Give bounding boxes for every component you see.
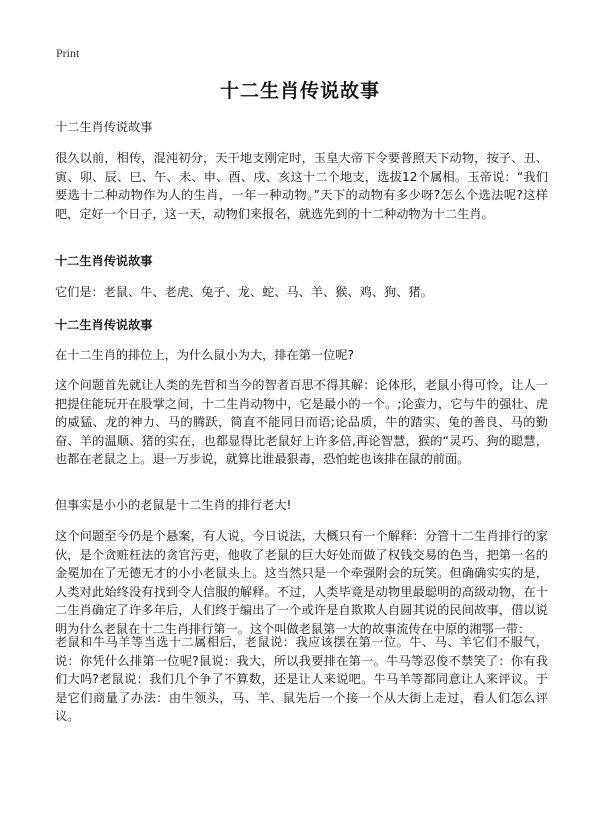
print-label: Print: [56, 46, 80, 60]
section-heading-3: 十二生肖传说故事: [55, 318, 153, 332]
paragraph-1: 很久以前，相传，混沌初分，天干地支刚定时，玉皇大帝下令要普照天下动物，按子、丑、寅、卯、辰、巳、午、未、申、酉、戌、亥这十二个地支，选拔12个属相。玉帝说：“我们要选十二种动物作为人的生肖，一年一种动物。”天下的动物有多少呀?怎么个选法呢?这样吧，定好一个日子，这一天，动物们来报名，就选先到的十二种动物为十二生肖。: [55, 151, 548, 221]
paragraph-3: 在十二生肖的排位上，为什么鼠小为大，排在第一位呢?: [55, 348, 354, 362]
document-title: 十二生肖传说故事: [219, 80, 380, 102]
section-heading-2: 十二生肖传说故事: [55, 254, 153, 268]
paragraph-4: 这个问题首先就让人类的先哲和当今的智者百思不得其解：论体形，老鼠小得可怜，让人一把提住能玩开在股掌之间，十二生肖动物中，它是最小的一个。;论蛮力，它与牛的强壮、虎的威猛、龙的神力、马的腾跃，简直不能同日而语;论品质，牛的踏实、兔的善良、马的勤奋、羊的温顺、猪的实在，也都显得比老鼠好上许多倍,再论智慧，猴的“灵巧、狗的聪慧，也都在老鼠之上。退一万步说，就算比谁最狠毒，恐怕蛇也该排在鼠的前面。: [55, 378, 548, 467]
paragraph-2: 它们是：老鼠、牛、老虎、兔子、龙、蛇、马、羊、猴、鸡、狗、猪。: [55, 285, 433, 299]
section-heading-1: 十二生肖传说故事: [55, 120, 153, 134]
paragraph-6: 这个问题至今仍是个悬案，有人说，今日说法，大概只有一个解释：分管十二生肖排行的家伙，是个贪赃枉法的贪官污吏，他收了老鼠的巨大好处而做了权钱交易的色当，把第一名的金冕加在了无德无才的小小老鼠头上。这当然只是一个牵强附会的玩笑。但确确实实的是，人类对此始终没有找到令人信服的解释。不过，人类毕竟是动物里最聪明的高级动物，在十二生肖确定了许多年后，人们终于编出了一个或许是自欺欺人自圆其说的民间故事，借以说明为什么老鼠在十二生肖排行第一。这个叫做老鼠第一大的故事流传在中原的湘鄂一带：: [55, 529, 548, 636]
paragraph-7: 老鼠和牛马羊等当选十二属相后，老鼠说：我应该摆在第一位。牛、马、羊它们不服气，说：你凭什么排第一位呢?鼠说：我大，所以我要排在第一。牛马等忍俊不禁笑了：你有我们大吗?老鼠说：我们几个争了不算数，还是让人来说吧。牛马羊等都同意让人来评议。于是它们商量了办法：由牛领头，马、羊、鼠先后一个接一个从大街上走过，看人们怎么评议。: [55, 635, 548, 724]
paragraph-5: 但事实是小小的老鼠是十二生肖的排行老大!: [55, 498, 292, 512]
